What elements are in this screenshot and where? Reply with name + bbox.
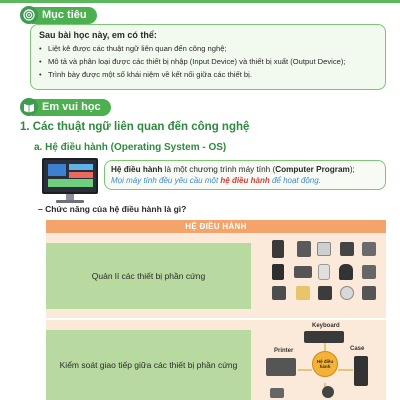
chip-icon [340, 242, 354, 256]
device-icon [322, 386, 334, 398]
hdd-icon [294, 266, 312, 278]
objective-item: • Liệt kê được các thuật ngữ liên quan đến công nghệ; [39, 44, 377, 54]
objectives-badge-label: Mục tiêu [32, 7, 97, 24]
fun-learning-badge-label: Em vui học [32, 99, 111, 116]
memory-card-icon [362, 286, 376, 300]
cpu-icon [296, 286, 310, 300]
objectives-list [39, 44, 377, 80]
section-1-title: 1. Các thuật ngữ liên quan đến công nghệ [20, 121, 250, 133]
definition-line-2: Mọi máy tính đều yêu cầu một hệ điều hành để hoạt động. [111, 176, 321, 185]
processor-icon [272, 286, 286, 300]
monitor-icon [42, 158, 98, 204]
os-table-header: HỆ ĐIỀU HÀNH [46, 220, 386, 233]
webcam-icon [340, 286, 354, 300]
case-label: Case [350, 346, 365, 352]
subsection-a-title: a. Hệ điều hành (Operating System - OS) [34, 142, 227, 153]
device-icon [270, 388, 284, 398]
objectives-badge [20, 6, 97, 24]
fun-learning-badge [20, 98, 111, 116]
objectives-box [30, 24, 386, 90]
os-function-question: – Chức năng của hệ điều hành là gì? [38, 204, 187, 214]
objective-item: • Mô tả và phân loại được các thiết bị nhập (Input Device) và thiết bị xuất (Output Device); [39, 57, 377, 67]
os-hub: Hệ điều hành [312, 351, 338, 377]
graphics-card-icon [318, 286, 332, 300]
phone-icon [272, 240, 284, 258]
book-icon [20, 98, 38, 116]
objectives-title: Sau bài học này, em có thể: [39, 30, 157, 40]
mouse-icon [318, 264, 330, 280]
router-icon [317, 242, 331, 256]
top-accent-bar [0, 0, 400, 3]
headphones-icon [339, 264, 353, 280]
target-icon [20, 6, 38, 24]
ram-icon [297, 241, 311, 257]
os-function-cell: Quản lí các thiết bị phần cứng [46, 243, 251, 309]
printer-label: Printer [274, 348, 294, 354]
os-definition-box [104, 160, 386, 190]
fan-icon [362, 265, 376, 279]
camera-icon [272, 264, 284, 280]
keyboard-label: Keyboard [312, 323, 340, 329]
definition-line-1: Hệ điều hành là một chương trình máy tính (Computer Program); [111, 165, 355, 174]
board-icon [362, 242, 376, 256]
os-function-cell: Kiểm soát giao tiếp giữa các thiết bị phần cứng [46, 330, 251, 400]
objective-item: • Trình bày được một số khái niệm về kết nối giữa các thiết bị. [39, 70, 377, 80]
